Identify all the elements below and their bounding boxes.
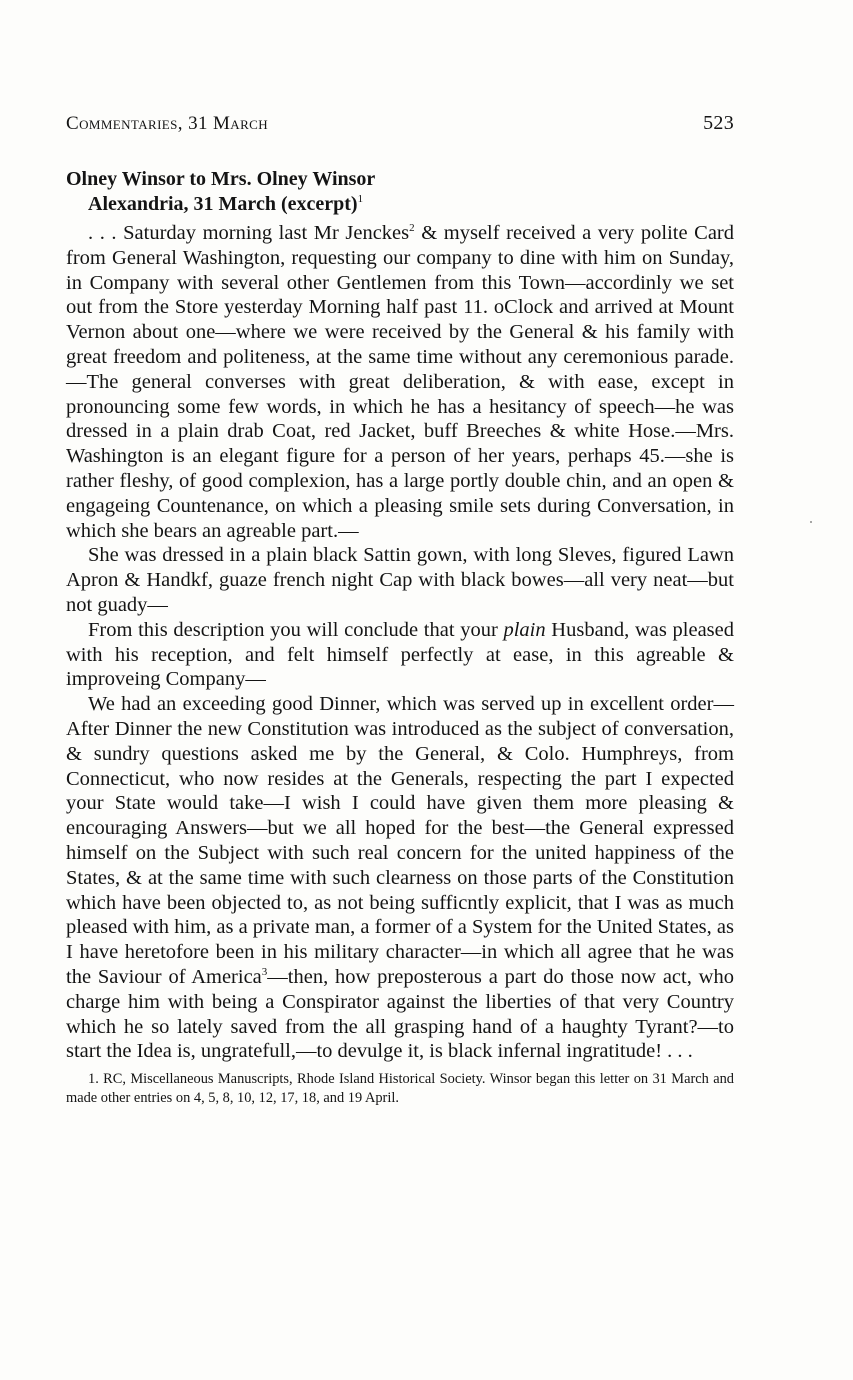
heading-dateline: Alexandria, 31 March (excerpt)	[88, 193, 358, 215]
paragraph-4-text-a: We had an exceeding good Dinner, which was served up in excellent order—After Dinner the new Constitution was introduced as the subject of conversation, & sundry questions asked me by the General, & Colo. Humphreys, from Connecticut, who now resides at the Generals, respecting the part I expected your State would take—I wish I could have given them more pleasing & encouraging Answers—but we all hoped for the best—the General expressed himself on the Subject with such real concern for the united happiness of the States, & at the same time with such clearness on those parts of the Constitution which have been objected to, as not being sufficntly explicit, that I was as much pleased with him, as a private man, a former of a System for the United States, as I have heretofore been in his military character—in which all agree that he was the Saviour of America	[66, 693, 734, 988]
letter-heading-line1: Olney Winsor to Mrs. Olney Winsor	[66, 168, 376, 190]
heading-footnote-ref[interactable]: 1	[357, 192, 364, 205]
paragraph-3-italic: plain	[503, 618, 546, 641]
paper-speck	[810, 521, 812, 523]
footnote-ref-2[interactable]: 2	[409, 221, 415, 234]
paragraph-2: She was dressed in a plain black Sattin gown, with long Sleves, figured Lawn Apron & Handkf, guaze french night Cap with black bowes—all very neat—but not guady—	[66, 544, 734, 616]
page-number: 523	[703, 112, 734, 134]
running-head-title: Commentaries, 31 March	[66, 113, 269, 134]
paragraph-4	[66, 692, 734, 1064]
paragraph-4-text-b: —then, how preposterous a part do those now act, who charge him with being a Conspirator against the liberties of that very Country which he so lately saved from the all grasping hand of a haughty Tyrant?—to start the Idea is, ungratefull,—to devulge it, is black infernal ingratitude! . . .	[66, 965, 734, 1063]
paragraph-3	[66, 618, 734, 692]
letter-body	[66, 221, 734, 1064]
paragraph-1-text-b: & myself received a very polite Card from General Washington, requesting our company to dine with him on Sunday, in Company with several other Gentlemen from this Town—accordinly we set out from the Store yesterday Morning half past 11. oClock and arrived at Mount Vernon about one—where we were received by the General & his family with great freedom and politeness, at the same time without any ceremonious parade.—The general converses with great deliberation, & with ease, except in pronouncing some few words, in which he has a hesitancy of speech—he was dressed in a plain drab Coat, red Jacket, buff Breeches & white Hose.—Mrs. Washington is an elegant figure for a person of her years, perhaps 45.—she is rather fleshy, of good complexion, has a large portly double chin, and an open & engageing Countenance, on which a pleasing smile sets during Conversation, in which she bears an agreable part.—	[66, 222, 734, 542]
paragraph-1	[66, 221, 734, 543]
document-page	[66, 112, 734, 1107]
footnote-1: 1. RC, Miscellaneous Manuscripts, Rhode Island Historical Society. Winsor began this letter on 31 March and made other entries on 4, 5, 8, 10, 12, 17, 18, and 19 April.	[66, 1071, 734, 1106]
letter-heading-line2	[66, 192, 734, 217]
paragraph-1-text-a: . . . Saturday morning last Mr Jenckes	[88, 222, 410, 244]
paragraph-3-text-a: From this description you will conclude that your	[88, 618, 504, 641]
paragraph-3-text-b: Husband, was pleased with his reception, and felt himself perfectly at ease, in this agreable & improveing Company—	[66, 618, 734, 691]
footnote-ref-3[interactable]: 3	[261, 965, 268, 978]
letter-heading	[66, 167, 734, 217]
running-head	[66, 112, 734, 142]
